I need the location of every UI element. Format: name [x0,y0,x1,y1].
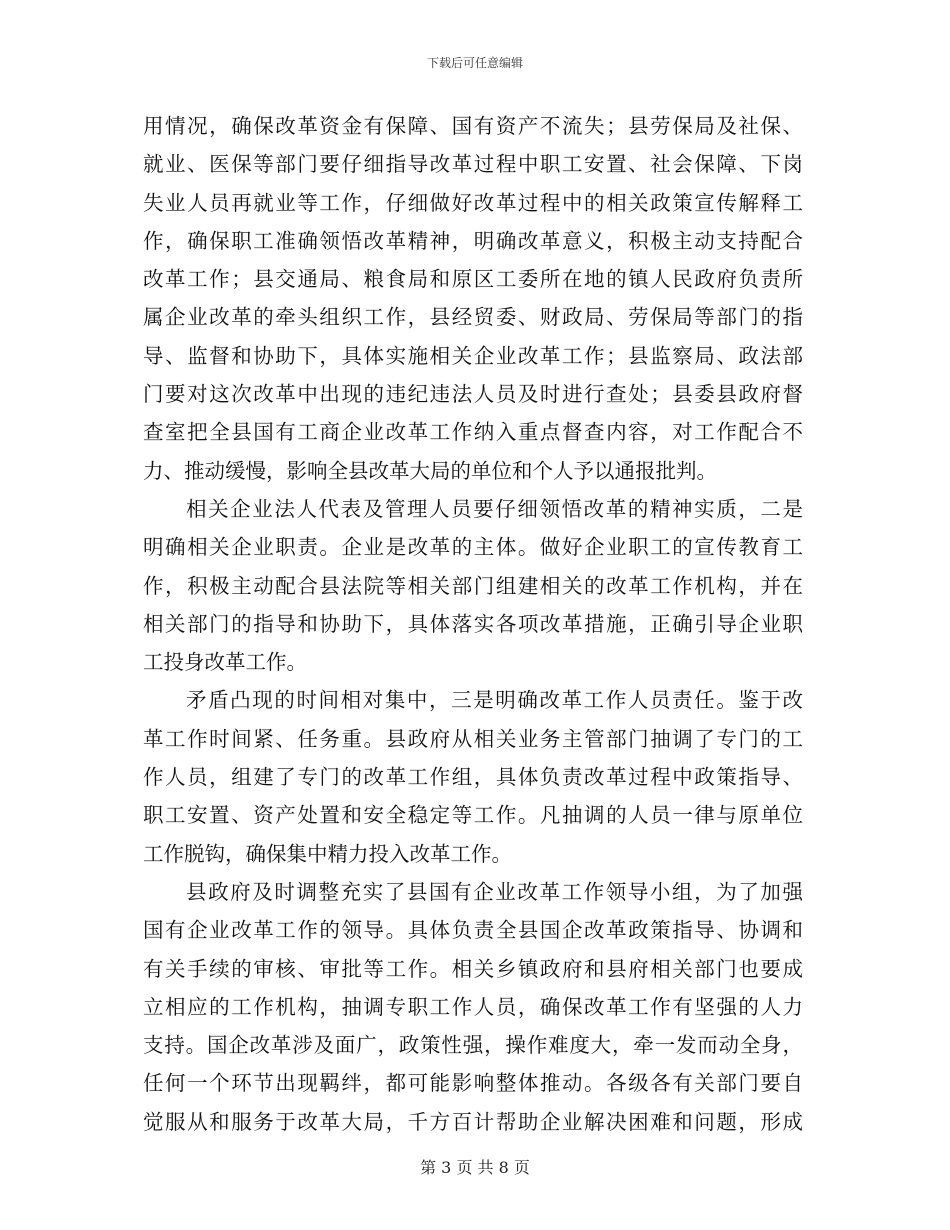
text-line: 就业、医保等部门要仔细指导改革过程中职工安置、社会保障、下岗 [143,152,803,177]
paragraph-first-line: 矛盾凸现的时间相对集中，三是明确改革工作人员责任。鉴于改 [186,688,803,713]
text-line: 支持。国企改革涉及面广，政策性强，操作难度大，牵一发而动全身， [143,1033,803,1058]
text-line: 任何一个环节出现羁绊，都可能影响整体推动。各级各有关部门要自 [143,1071,803,1096]
text-line: 职工安置、资产处置和安全稳定等工作。凡抽调的人员一律与原单位 [143,803,803,828]
text-line: 属企业改革的牵头组织工作，县经贸委、财政局、劳保局等部门的指 [143,305,803,330]
text-line: 工作脱钩，确保集中精力投入改革工作。 [143,841,512,866]
text-line: 查室把全县国有工商企业改革工作纳入重点督查内容，对工作配合不 [143,420,803,445]
text-line: 作人员，组建了专门的改革工作组，具体负责改革过程中政策指导、 [143,765,803,790]
text-line: 觉服从和服务于改革大局，千方百计帮助企业解决困难和问题，形成 [143,1109,803,1134]
text-line: 革工作时间紧、任务重。县政府从相关业务主管部门抽调了专门的工 [143,726,803,751]
page-number: 第 3 页 共 8 页 [420,1158,530,1177]
text-line: 立相应的工作机构，抽调专职工作人员，确保改革工作有坚强的人力 [143,994,803,1019]
document-body [143,107,803,1141]
paragraph-first-line: 县政府及时调整充实了县国有企业改革工作领导小组，为了加强 [186,879,803,904]
text-line: 明确相关企业职责。企业是改革的主体。做好企业职工的宣传教育工 [143,535,803,560]
text-line: 作，确保职工准确领悟改革精神，明确改革意义，积极主动支持配合 [143,228,803,253]
text-line: 作，积极主动配合县法院等相关部门组建相关的改革工作机构，并在 [143,573,803,598]
text-line: 用情况，确保改革资金有保障、国有资产不流失；县劳保局及社保、 [143,114,803,138]
text-line: 门要对这次改革中出现的违纪违法人员及时进行查处；县委县政府督 [143,382,803,407]
paragraph-first-line: 相关企业法人代表及管理人员要仔细领悟改革的精神实质，二是 [186,496,803,521]
text-line: 失业人员再就业等工作，仔细做好改革过程中的相关政策宣传解释工 [143,190,803,215]
text-line: 有关手续的审核、审批等工作。相关乡镇政府和县府相关部门也要成 [143,956,803,981]
text-line: 改革工作；县交通局、粮食局和原区工委所在地的镇人民政府负责所 [143,267,803,292]
text-line: 力、推动缓慢，影响全县改革大局的单位和个人予以通报批判。 [143,458,717,483]
text-line: 工投身改革工作。 [143,650,307,675]
page-header: 下载后可任意编辑 [426,56,523,70]
text-line: 导、监督和协助下，具体实施相关企业改革工作；县监察局、政法部 [143,343,803,368]
text-line: 国有企业改革工作的领导。具体负责全县国企改革政策指导、协调和 [143,918,803,943]
text-line: 相关部门的指导和协助下，具体落实各项改革措施，正确引导企业职 [143,611,803,636]
